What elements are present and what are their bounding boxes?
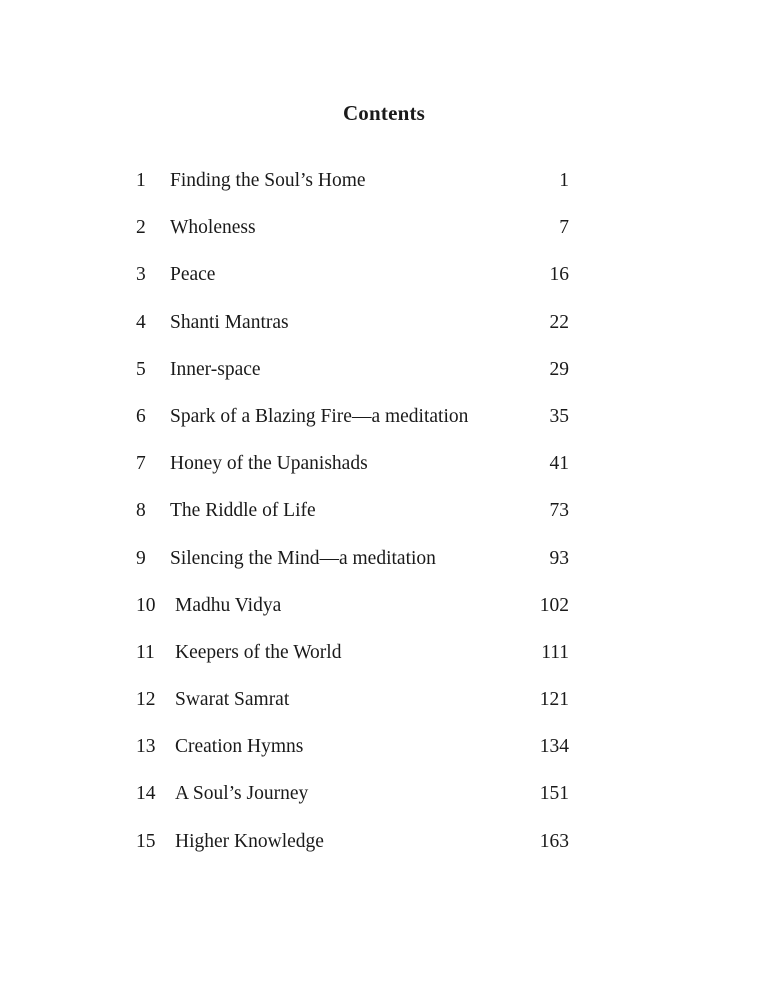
page-number: 102 xyxy=(539,594,569,616)
chapter-number: 13 xyxy=(136,736,156,758)
page-number: 35 xyxy=(549,405,569,427)
page-number: 134 xyxy=(539,736,569,758)
toc-entry xyxy=(0,685,773,732)
toc-entry xyxy=(0,260,773,307)
page-number: 151 xyxy=(539,783,569,805)
chapter-title: Shanti Mantras xyxy=(170,311,289,333)
chapter-title: Silencing the Mind—a meditation xyxy=(170,547,436,569)
toc-entry xyxy=(0,166,773,213)
chapter-title: Wholeness xyxy=(170,217,256,239)
toc-entry xyxy=(0,732,773,779)
page-number: 1 xyxy=(559,170,569,191)
chapter-number: 15 xyxy=(136,830,156,852)
chapter-number: 12 xyxy=(136,689,156,711)
chapter-number: 5 xyxy=(136,358,146,380)
chapter-title: The Riddle of Life xyxy=(170,500,316,522)
chapter-number: 9 xyxy=(136,547,146,569)
chapter-number: 6 xyxy=(136,405,146,427)
toc-entry xyxy=(0,449,773,496)
chapter-title: Higher Knowledge xyxy=(175,830,324,852)
page-number: 7 xyxy=(559,217,569,239)
chapter-title: Madhu Vidya xyxy=(175,594,282,616)
table-of-contents xyxy=(0,166,773,874)
chapter-title: Finding the Soul’s Home xyxy=(170,170,366,191)
toc-entry xyxy=(0,779,773,826)
chapter-number: 3 xyxy=(136,264,146,286)
chapter-number: 11 xyxy=(136,641,155,663)
page-number: 16 xyxy=(549,264,569,286)
chapter-title: A Soul’s Journey xyxy=(175,783,309,805)
chapter-number: 10 xyxy=(136,594,156,616)
page-number: 41 xyxy=(549,453,569,475)
page-number: 163 xyxy=(539,830,569,852)
toc-entry xyxy=(0,591,773,638)
page-number: 22 xyxy=(549,311,569,333)
page-number: 111 xyxy=(541,641,569,663)
toc-entry xyxy=(0,638,773,685)
chapter-title: Honey of the Upanishads xyxy=(170,453,368,475)
toc-entry xyxy=(0,402,773,449)
toc-entry xyxy=(0,544,773,591)
chapter-number: 14 xyxy=(136,783,156,805)
toc-entry xyxy=(0,213,773,260)
chapter-title: Keepers of the World xyxy=(175,641,342,663)
page-number: 121 xyxy=(539,689,569,711)
chapter-number: 2 xyxy=(136,217,146,239)
chapter-title: Spark of a Blazing Fire—a meditation xyxy=(170,405,469,427)
page-title: Contents xyxy=(342,101,426,125)
page-number: 29 xyxy=(549,358,569,380)
toc-entry xyxy=(0,308,773,355)
page-number: 73 xyxy=(549,500,569,522)
chapter-number: 7 xyxy=(136,453,146,475)
page-number: 93 xyxy=(549,547,569,569)
chapter-number: 1 xyxy=(136,170,146,191)
chapter-number: 8 xyxy=(136,500,146,522)
chapter-title: Peace xyxy=(170,264,216,286)
toc-entry xyxy=(0,355,773,402)
toc-entry xyxy=(0,496,773,543)
toc-entry xyxy=(0,827,773,874)
chapter-number: 4 xyxy=(136,311,146,333)
chapter-title: Inner-space xyxy=(170,358,261,380)
chapter-title: Creation Hymns xyxy=(175,736,304,758)
chapter-title: Swarat Samrat xyxy=(175,689,290,711)
